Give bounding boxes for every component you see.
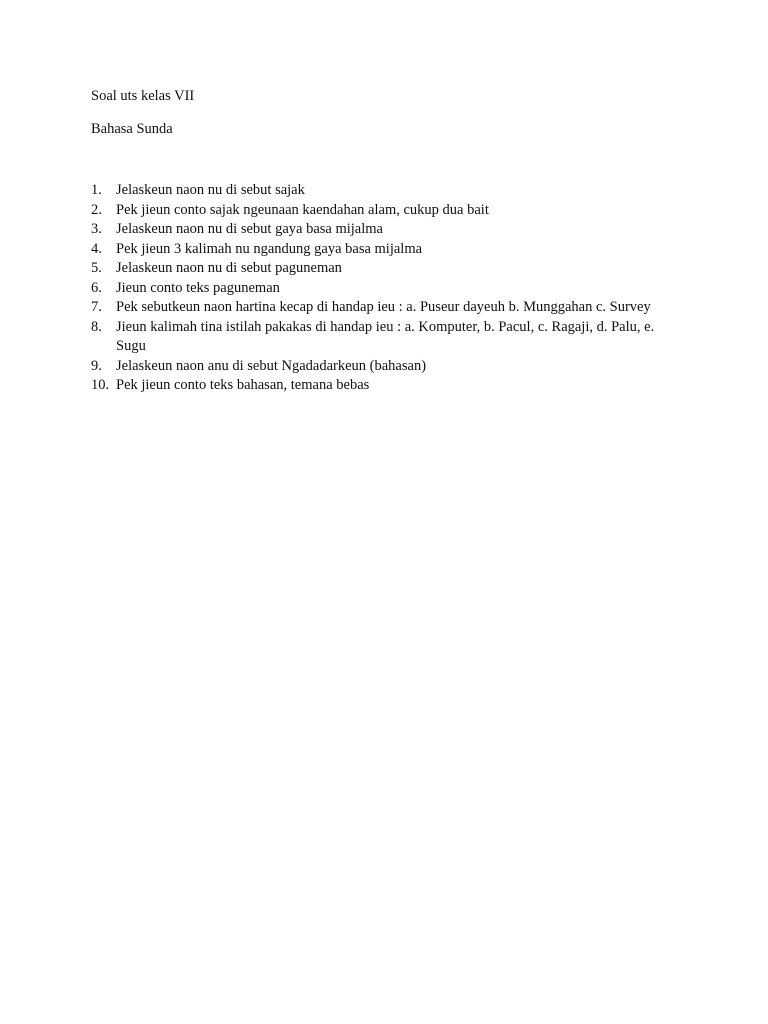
question-number: 8.: [91, 318, 102, 335]
question-item: [91, 220, 671, 240]
question-text: Jelaskeun naon nu di sebut sajak: [116, 182, 305, 198]
question-item: [91, 201, 671, 221]
question-number: 3.: [91, 221, 102, 237]
question-text: Pek jieun conto sajak ngeunaan kaendahan alam, cukup dua bait: [116, 201, 489, 218]
question-text: Pek jieun 3 kalimah nu ngandung gaya basa mijalma: [116, 240, 423, 257]
question-number: 6.: [91, 279, 102, 296]
question-text: Jieun conto teks paguneman: [116, 279, 280, 296]
question-number: 9.: [91, 357, 102, 374]
question-item: [91, 240, 671, 260]
question-item: [91, 376, 671, 396]
question-item: [91, 279, 671, 299]
question-number: 7.: [91, 299, 102, 315]
question-list: [91, 181, 671, 396]
question-text: Pek sebutkeun naon hartina kecap di handap ieu : a. Puseur dayeuh b. Munggahan c. Survey: [116, 299, 651, 315]
question-number: 10.: [91, 377, 110, 393]
question-text: Jelaskeun naon nu di sebut paguneman: [116, 260, 342, 276]
document-title: Soal uts kelas VII: [91, 88, 195, 104]
question-text: Jelaskeun naon anu di sebut Ngadadarkeun (bahasan): [116, 357, 427, 374]
document-subject: Bahasa Sunda: [91, 121, 173, 137]
question-text: Jieun kalimah tina istilah pakakas di handap ieu : a. Komputer, b. Pacul, c. Ragaji, d. Palu, e. Sugu: [116, 318, 655, 354]
question-text: Pek jieun conto teks bahasan, temana bebas: [116, 377, 370, 393]
question-item: [91, 298, 671, 318]
question-item: [91, 181, 671, 201]
question-number: 2.: [91, 201, 102, 218]
question-item: [91, 357, 671, 377]
question-text: Jelaskeun naon nu di sebut gaya basa mijalma: [116, 221, 383, 237]
question-number: 5.: [91, 260, 102, 276]
question-number: 1.: [91, 182, 102, 198]
question-item: [91, 318, 671, 357]
question-item: [91, 259, 671, 279]
question-number: 4.: [91, 240, 102, 257]
